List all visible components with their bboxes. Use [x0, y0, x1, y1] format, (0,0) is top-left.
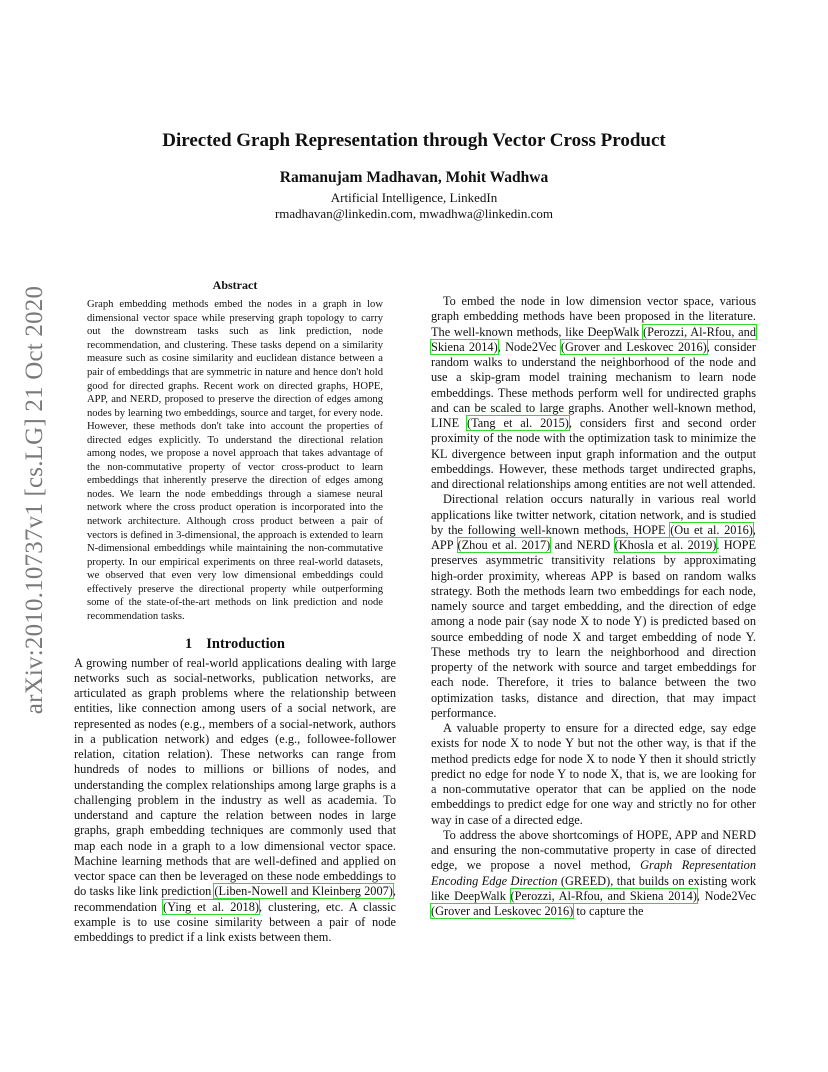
intro-paragraph-2	[431, 294, 756, 492]
paragraph-text: , Node2Vec	[696, 888, 756, 903]
section-heading-introduction	[74, 637, 396, 652]
abstract-heading: Abstract	[212, 278, 258, 292]
method-name: Graph Representation Encoding Edge Direction	[431, 858, 757, 888]
paragraph-text: A growing number of real-world applications dealing with large networks such as social-networks, publication networks, are articulated as graph problems where the relationship between entities, like connection among users of a social network, are represented as nodes (e.g., members of a social-network, authors in a publication network) and edges (e.g., followee-follower relation, citation relation). These networks can range from hundreds of nodes to millions or billions of nodes, and understanding the complex relationships among large graphs is a challenging problem in the industry as well as academia. To understand and capture the relation between nodes in large graphs, graph embedding techniques are commonly used that map each node in a graph to a low dimensional vector space. Machine learning methods that are well-defined and applied on vector space can then be leveraged on these node embeddings to do tasks like link prediction	[74, 655, 396, 899]
paper-authors: Ramanujam Madhavan, Mohit Wadhwa	[279, 169, 549, 186]
paragraph-text: Directional relation occurs naturally in various real world applications like twitter network, citation network, and is studied by the following well-known methods, HOPE	[431, 492, 756, 537]
arxiv-identifier	[18, 285, 52, 715]
author-emails: rmadhavan@linkedin.com, mwadhwa@linkedin.com	[274, 206, 554, 221]
right-column	[431, 294, 756, 919]
paragraph-text: To address the above shortcomings of HOPE, APP and NERD and ensuring the non-commutative property in case of directed edge, we propose a novel method,	[431, 827, 756, 873]
citation-link[interactable]: (Zhou et al. 2017)	[457, 538, 551, 552]
citation-link[interactable]: (Tang et al. 2015)	[466, 416, 569, 430]
paragraph-text: to capture the	[573, 904, 644, 918]
paper-title: Directed Graph Representation through Vector Cross Product	[162, 130, 666, 151]
citation-link[interactable]: (Grover and Leskovec 2016)	[560, 339, 707, 354]
paragraph-text: , APP	[431, 522, 756, 552]
author-affiliation-block	[0, 190, 828, 222]
paragraph-text: (GREED), that builds on existing work like DeepWalk	[431, 873, 756, 903]
section-number: 1	[185, 636, 193, 653]
citation-link[interactable]: (Grover and Leskovec 2016)	[431, 904, 574, 918]
citation-link[interactable]: (Ying et al. 2018)	[163, 899, 259, 914]
citation-link[interactable]: (Liben-Nowell and Kleinberg 2007)	[214, 884, 393, 899]
citation-link[interactable]: (Perozzi, Al-Rfou, and Skiena 2014)	[431, 324, 756, 354]
paragraph-text: , recommendation	[74, 884, 396, 914]
citation-link[interactable]: (Perozzi, Al-Rfou, and Skiena 2014)	[510, 888, 697, 903]
arxiv-identifier-text: arXiv:2010.10737v1 [cs.LG] 21 Oct 2020	[21, 285, 48, 715]
intro-paragraph-3	[431, 492, 756, 721]
section-title: Introduction	[206, 636, 285, 653]
paragraph-text: , consider random walks to understand the neighborhood of the node and use a skip-gram model training mechanism to learn node embeddings. These methods perform well for undirected graphs and can be scaled to large graphs. Another well-known method, LINE	[431, 339, 756, 430]
paragraph-text: and NERD	[550, 538, 615, 552]
intro-paragraph-1	[74, 656, 396, 946]
paragraph-text: To embed the node in low dimension vector space, various graph embedding methods have been proposed in the literature. The well-known methods, like DeepWalk	[431, 294, 756, 339]
paragraph-text: , clustering, etc. A classic example is to use cosine similarity between a pair of node embeddings to predict if a link exists between them.	[74, 899, 396, 945]
citation-link[interactable]: (Ou et al. 2016)	[670, 522, 753, 537]
left-column	[74, 278, 396, 945]
abstract-text: Graph embedding methods embed the nodes in a graph in low dimensional vector space while preserving graph topology to carry out the downstream tasks such as link prediction, node recommendation, and clustering. These tasks depend on a similarity measure such as cosine similarity and euclidean distance between a pair of embeddings that are symmetric in nature and hence don't hold good for directed graphs. Recent work on directed graphs, HOPE, APP, and NERD, proposed to preserve the direction of edges among nodes by learning two embeddings, source and target, for every node. However, these methods don't take into account the properties of directed edges explicitly. To understand the directional relation among nodes, we propose a novel approach that takes advantage of the non-commutative property of vector cross-product to learn embeddings that inherently preserve the direction of edges among nodes. We learn the node embeddings through a siamese neural network where the cross product operation is incorporated into the network architecture. Although cross product between a pair of vectors is defined in 3-dimensional, the approach is extended to learn N-dimensional embeddings while maintaining the non-commutative property. In our empirical experiments on three real-world datasets, we observed that even very low dimensional embeddings could effectively preserve the directional property while outperforming some of the state-of-the-art methods on link prediction and node recommendation tasks.	[87, 299, 383, 622]
paragraph-text: . HOPE preserves asymmetric transitivity relations by approximating high-order proximity, whereas APP is based on random walks strategy. Both the methods learn two embeddings for each node, namely source and target embedding, and the direction of edge among a node pair (say node X to node Y) is predicted based on source embedding of node X and target embedding of node Y. These methods try to learn the neighborhood and direction property of the network with source and target embeddings for each node. Therefore, it tries to balance between the two optimization tasks, distance and direction, that may impact performance.	[431, 538, 757, 720]
citation-link[interactable]: (Khosla et al. 2019)	[614, 538, 717, 552]
paragraph-text: , Node2Vec	[497, 339, 561, 354]
paragraph-text: , considers first and second order proximity of the node with the optimization task to minimize the KL divergence between input graph information and the output embeddings. However, these methods target undirected graphs, and directional relationships among entities are not well attended.	[431, 416, 756, 491]
affiliation: Artificial Intelligence, LinkedIn	[330, 190, 498, 205]
intro-paragraph-4: A valuable property to ensure for a directed edge, say edge exists for node X to node Y but not the other way, is that if the method predicts edge for node X to node Y then it should strictly predict no edge for node Y to node X, that is, we are looking for a non-commutative operator that can be applied on the node embeddings to predict edge for one way and strictly no for other way in case of a directed edge.	[431, 721, 756, 827]
intro-paragraph-5	[431, 828, 756, 920]
